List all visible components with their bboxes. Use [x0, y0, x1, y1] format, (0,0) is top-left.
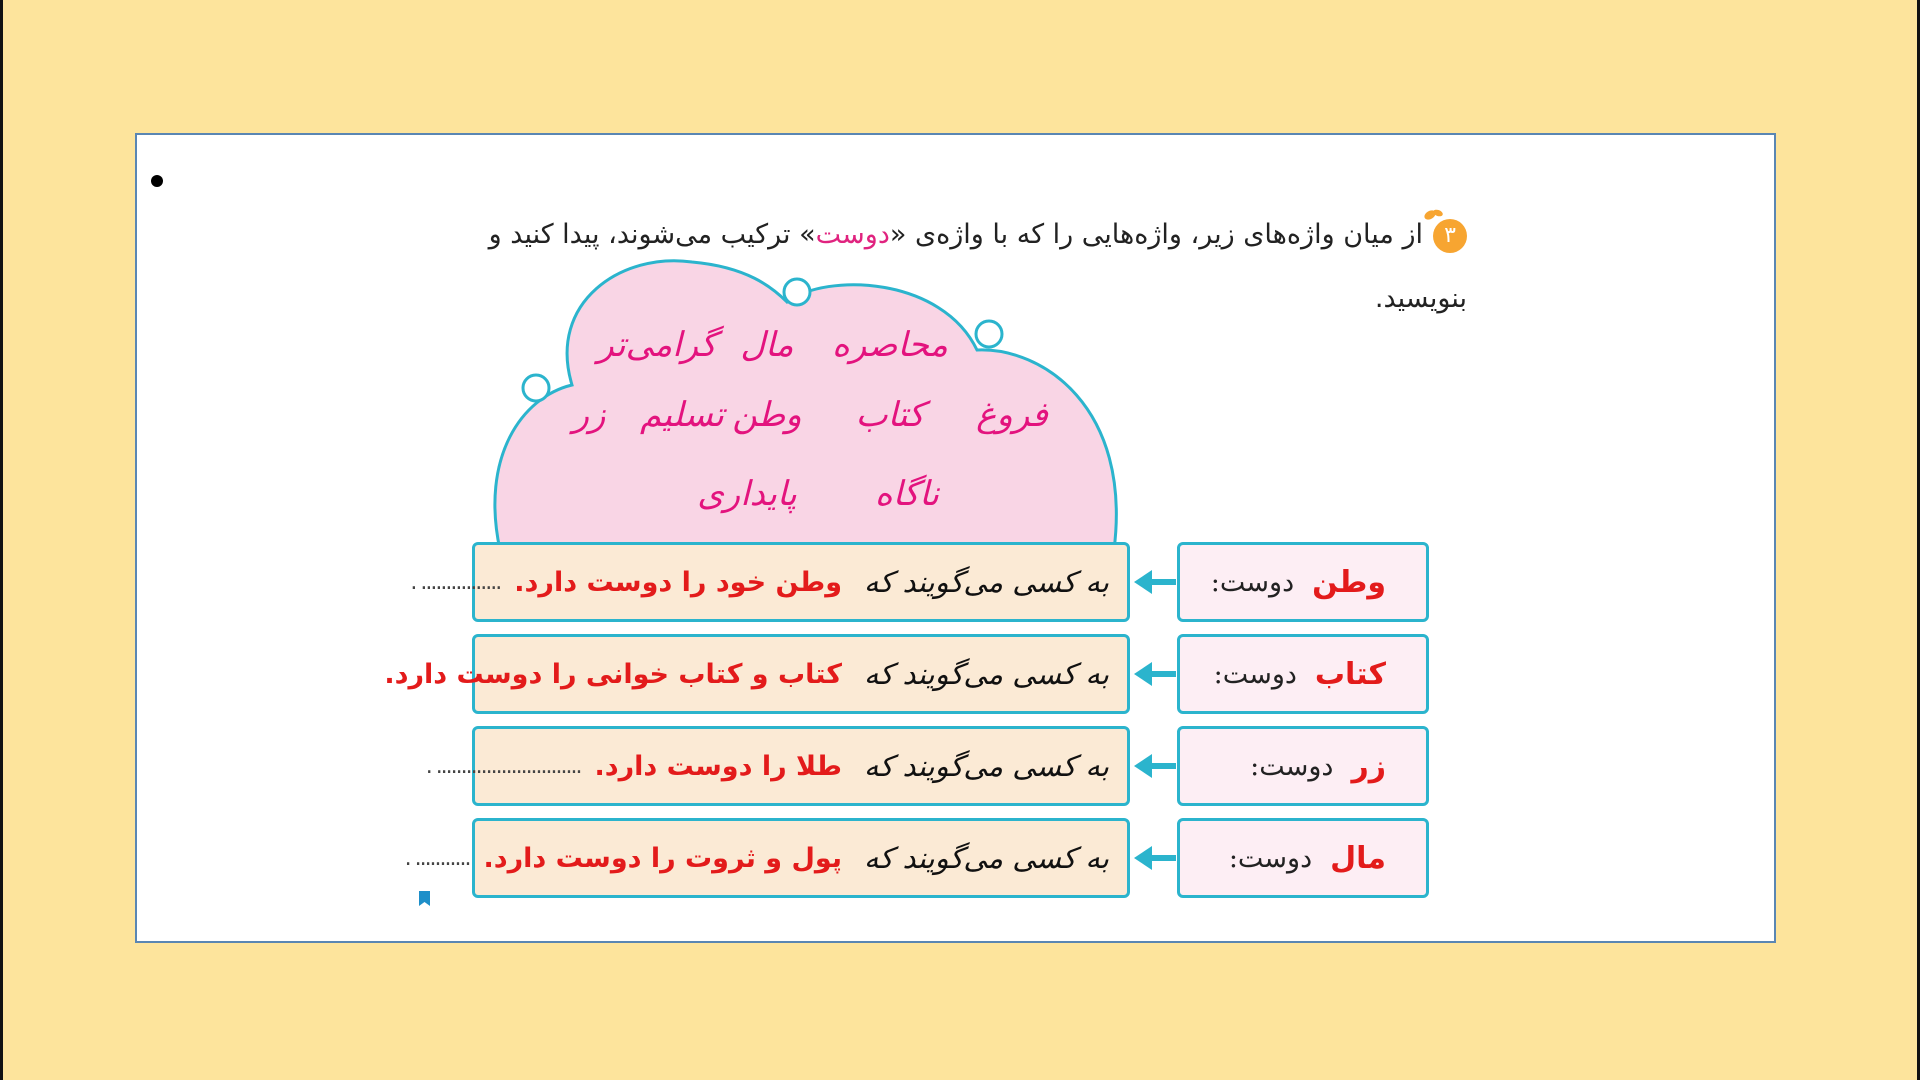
arrow-left-icon [1134, 660, 1176, 688]
compound-suffix: دوست: [1210, 566, 1295, 598]
compound-word-box [1177, 542, 1429, 622]
compound-word: کتاب [1314, 656, 1386, 692]
cloud-word-forough: فروغ [976, 395, 1048, 435]
bookmark-icon [418, 890, 431, 907]
instruction-part1: از میان واژه‌های زیر، واژه‌هایی را که با واژه‌ی « [889, 219, 1423, 250]
question-number: ۳ [1444, 222, 1456, 248]
arrow-left-icon [1134, 752, 1176, 780]
instruction-highlight-word: دوست [815, 219, 890, 250]
definition-box [410, 542, 1130, 622]
compound-word: زر [1351, 748, 1386, 784]
left-edge [0, 0, 3, 1080]
cloud-word-mohasereh: محاصره [832, 325, 948, 365]
compound-suffix: دوست: [1250, 750, 1334, 782]
definition-row-maal [404, 818, 1429, 898]
cloud-word-taslim: تسلیم [640, 395, 724, 435]
cloud-word-gerami-tar: گرامی‌تر [597, 325, 717, 365]
compound-word-box [1177, 726, 1429, 806]
definition-lead: به کسی می‌گویند که [863, 657, 1109, 691]
bullet-dot [151, 175, 163, 187]
arrow-left-icon [1134, 844, 1176, 872]
slide [135, 133, 1776, 943]
definition-lead: به کسی می‌گویند که [863, 841, 1109, 875]
word-cloud [482, 257, 1132, 557]
leaf-icon [1423, 207, 1445, 225]
definition-answer: طلا را دوست دارد. [594, 750, 842, 782]
definition-box [425, 726, 1130, 806]
compound-word-box [1177, 818, 1429, 898]
compound-word: مال [1330, 840, 1386, 876]
instruction-part2: » ترکیب می‌شوند، پیدا کنید و بنویسید. [488, 219, 1467, 314]
definition-dots: ............................. . [425, 753, 581, 779]
definition-box [384, 634, 1130, 714]
definition-row-vatan [410, 542, 1429, 622]
definition-dots: ................ . [410, 569, 501, 595]
definition-dots: ........... . [404, 845, 470, 871]
definition-answer: کتاب و کتاب خوانی را دوست دارد. [384, 658, 842, 690]
compound-word-box [1177, 634, 1429, 714]
compound-suffix: دوست: [1228, 842, 1313, 874]
definition-row-ketab [384, 634, 1429, 714]
cloud-word-paydari: پایداری [697, 474, 797, 514]
cloud-word-nagah: ناگاه [874, 474, 940, 514]
compound-suffix: دوست: [1213, 658, 1297, 690]
arrow-left-icon [1134, 568, 1176, 596]
cloud-word-ketab: کتاب [855, 395, 925, 435]
cloud-word-maal: مال [740, 325, 794, 365]
compound-word: وطن [1312, 564, 1386, 600]
definition-answer: پول و ثروت را دوست دارد. [483, 842, 842, 874]
definition-lead: به کسی می‌گویند که [863, 565, 1109, 599]
definition-answer: وطن خود را دوست دارد. [514, 566, 842, 598]
definition-box [404, 818, 1130, 898]
question-number-badge [1433, 219, 1467, 253]
cloud-word-vatan: وطن [732, 395, 802, 435]
cloud-word-zar: زر [572, 395, 606, 435]
definition-lead: به کسی می‌گویند که [863, 749, 1109, 783]
definition-row-zar [425, 726, 1429, 806]
